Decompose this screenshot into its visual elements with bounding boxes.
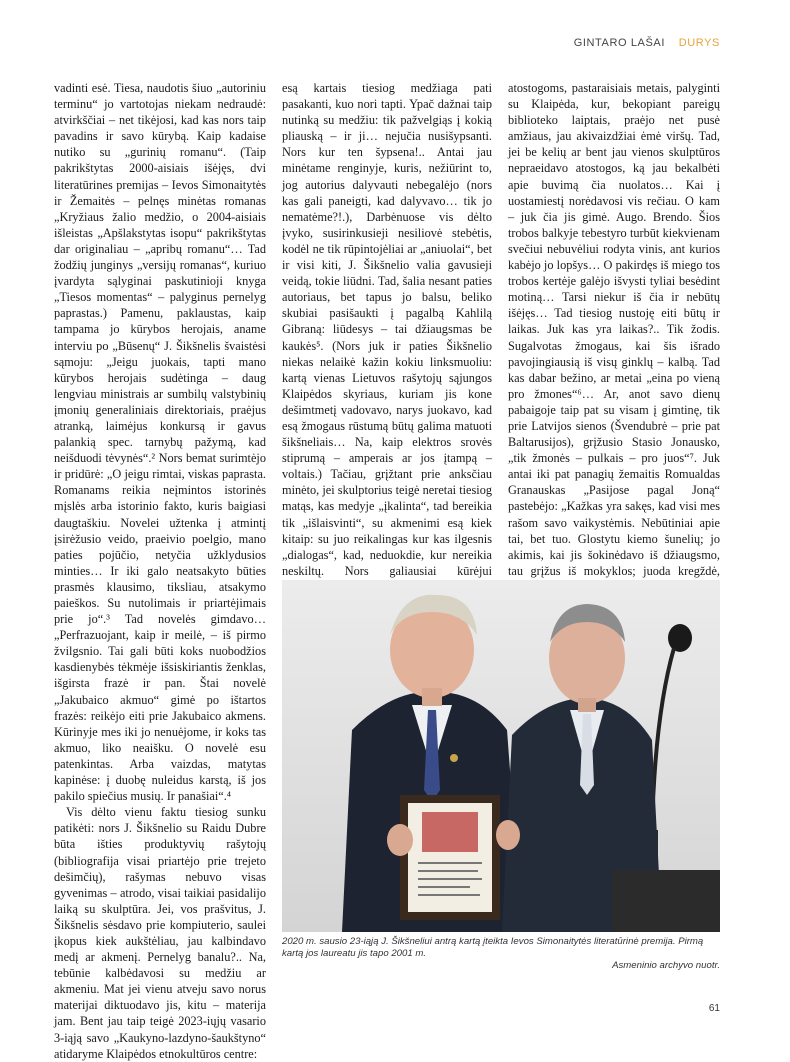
running-header — [574, 37, 720, 49]
header-author: GINTARO LAŠAI — [573, 37, 666, 49]
paragraph: Vis dėlto vienu faktu tiesiog sunku patikėti: nors J. Šikšnelio su Raidu Dubre būta išties produktyvių rašytojų (bibliografija visai priartėjo prie trejeto dešimčių), rašymas nebuvo visas gyvenimas – atrodo, visai taikiai pasidalijo laiką su skulptūra. Jei, vos prašvitus, J. Šikšnelis sėsdavo prie kompiuterio, saulei įkopus kiek aukštėliau, jau kalbindavo medį ar akmenį. Pernelyg banalu?.. Na, tebūnie kalbėdavosi su medžiu ar akmeniu. Mat jei vienu atveju savo norus materijai diktuodavo jis, kitu – materija jam. Bent jau taip teigė 2023-iųjų vasario 3-iąją savo „Kaukyno-lazdyno-šaukštyno“ atidaryme Klaipėdos etnokultūros centre: — [54, 805, 266, 1061]
caption-credit: Asmeninio archyvo nuotr. — [612, 960, 720, 971]
text-column-3 — [508, 80, 720, 578]
paragraph — [508, 80, 720, 629]
lectern — [612, 870, 720, 932]
text-column-1 — [54, 80, 266, 1061]
award-certificate — [400, 795, 500, 920]
photo-caption — [282, 936, 720, 972]
header-section: DURYS — [678, 37, 720, 49]
paragraph-text: atostogoms, pastaraisiais metais, palyginti su Klaipėda, kur, bekopiant pareigų biblioteko laiptais, praėjo net pusė amžiaus, jau akivaizdžiai ėmė viršų. Tad, jei be kelių ar bent jau vienos skulptūros nepraeidavo atostogos, ką jau bekalbėti apie buvimą čia nuolatos… Kai į uostamiestį norėdavosi vis rečiau. O kam – juk čia jis gimė. Augo. Brendo. Šios trobos balkyje tebestyro turbūt kiekvienam svečiui nebuvėliui rodyta vinis, ant kurios kabėjo jo lopšys… O pakirdęs iš miego tos trobos kertėje galėjo išvysti tyliai besėdint motiną… Tarsi niekur iš čia ir nebūtų išėjęs… Tad tiesiog nustoję eiti būtų ir laikas. Juk kas yra laikas?.. Tik žodis. Sugalvotas žmogaus, kai šis išrado pavojingiausią iš visų ginklų – kalbą. Tad kas dabar bežino, ar metai „eina po vieną pro žmones“⁶… Ar, anot savo dienų pabaigoje taip pat su visam į gimtinę, tik prie Latvijos sienos (Švendubrė – prie pat Baltarusijos), grįžusio Stasio Jonausko, „tik žmonės – pulkais – pro juos“⁷. Juk antai iki pat panagių žemaitis Romualdas Granauskas „Pasijose pagal Joną“ pastebėjo: „Kažkas yra sakęs, kad visi mes rašom savo vaikystėmis. Nebūtiniai apie tai, bet tuo. Glostytu kiemo šunelių; jo akimis, kai jis šokinėdavo iš džiaugsmo, tau grįžus iš mokyklos; juoda kregždė, — [508, 81, 720, 578]
photo-illustration — [282, 580, 720, 932]
text-column-2 — [282, 80, 492, 578]
paragraph: vadinti esė. Tiesa, naudotis šiuo „autoriniu terminu“ jo vartotojas niekam nedraudė: atvirkščiai – net tikėjosi, kad kas nors taip pavadins ir savo kūrybą. Kaip kadaise nutiko su „gurinių romanu“. (Taip pakrikštytas 2000-aisiais išėjęs, dvi literatūrines premijas – Ievos Simonaitytės ir Žemaitės – pelnęs minėtas romanas „Kryžiaus žalio medžio, o 2004-aisiais išleistas „Apšlakstytas isopu“ pakrikštytas dar originaliau – „apribų romanu“… Tad žodžių junginys „versijų romanas“, kuriuo įvardyta sąlyginai paskutinioji knyga „Tiesos momentas“ – palyginus pernelyg paprastas.) Pamenu, paklaustas, kaip tampama jo kūrybos herojais, aname interviu po „Būsenų“ J. Šikšnelis švaistėsi sąmoju: „Jeigu juokais, tapti mano kūrybos herojais sudėtinga – daug lengviau ministrais ar sumbilų valstybinių įmonių generaliniais direktoriais, praėjus atranką, laimėjus konkursą ir gavus palankią spec. tarnybų pažymą, kad neišduodi tėvynės“.² Nors bemat surimtėjo ir pridūrė: „O jeigu rimtai, viskas paprasta. Romanams reikia neįmintos istorinės mįslės arba istorinio fakto, kuris baigiasi daugtaškiu. Novelei užtenka į atmintį įsirėžusio veido, praeivio poelgio, mano paties pojūčio, netyčia užklydusios minties… Ir iki galo neatsakyto būties prasmės klausimo, tiksliau, atsakymo paieškos. Su nutolimais ir priartėjimais prie jo“.³ Tad novelės gimdavo… „Perfrazuojant, kaip ir meilė, – iš pirmo žvilgsnio. Tai gali būti koks nuobodžios kasdienybės tėkmėje išsiskiriantis ženklas, išgirsta frazė ir pan. Štai novelė „Jakubaico akmuo“ gimė po ištartos frazės: reikėjo eiti prie Jakubaico akmens. Kūrinyje mes iki jo nenuėjome, ir koks tas akmuo, liko neaišku. O novelė esu patenkintas. Arba vaizdas, matytas kapinėse: į duobę nuleidus karstą, iš jos pakilo spiečius musių. Ir panašiai“.⁴ — [54, 81, 266, 804]
page-number: 61 — [708, 1003, 720, 1014]
award-photo — [282, 580, 720, 932]
paragraph: esą kartais tiesiog medžiaga pati pasakanti, kuo nori tapti. Ypač dažnai taip nutinką su medžiu: tik pažvelgiąs į kokią pliauską – ir ji… nejučia nusišypsanti. Nors kur ten šypsena!.. Antai jau minėtame renginyje, kuris, nežiūrint to, jog autorius dalyvauti nebegalėjo (nors kas gali paneigti, kad dalyvavo… tik jo nematėme?!.), Darbėnuose vis dėlto įvyko, susirinkusieji nesiliovė stebėtis, kodėl ne tik rūpintojėliai ar „aniuolai“, bet ir visi kiti, J. Šikšnelio valia gavusieji veidą, tokie liūdni. Tad, šalia nesant paties autoriaus, bet tapus jo balsu, beliko skubiai pasišaukti į pagalbą Kahlilą Gibraną: liūdesys – tai džiaugsmas be kaukės⁵. (Nors juk ir paties Šikšnelio niekas nelaikė kažin kokiu linksmuoliu: kartą vienas Lietuvos rašytojų sąjungos Klaipėdos skyriaus, kuriam jis kone dešimtmetį vadovavo, narys juokavo, kad esą žmogaus rūstumą būtų galima matuoti šikšneliais… Na, kaip elektros srovės stiprumą – amperais ar jos įtampą – voltais.) Tačiau, grįžtant prie anksčiau minėto, jei skulptorius teigė neretai tiesiog matąs, kas medyje „įkalinta“, tad bereikia tik „išlaisvinti“, su akmenimi esą kiek kitaip: su juo reikalingas kur kas ilgesnis „dialogas“, kad, neduokdie, kur nereikia neskiltų. Nors galiausiai kūrėjui — [282, 81, 492, 578]
caption-text: 2020 m. sausio 23-iąją J. Šikšneliui antrą kartą įteikta Ievos Simonaitytės literatūrinė premija. Pirmą kartą jos laureatu jis tapo 2001 m. — [282, 936, 704, 959]
